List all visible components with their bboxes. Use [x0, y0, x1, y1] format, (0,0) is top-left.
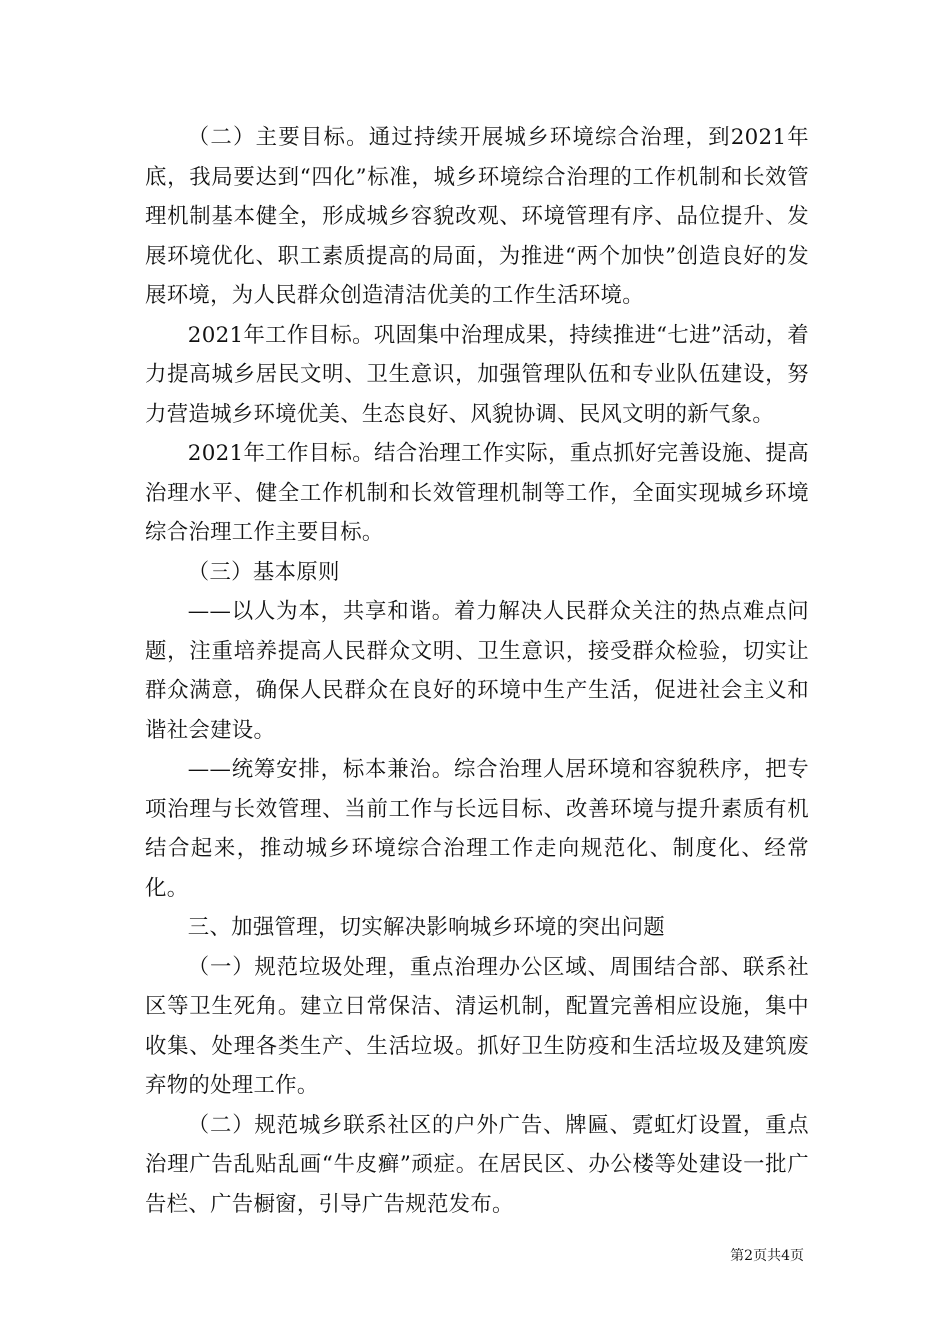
section-heading-strengthen-management: 三、加强管理，切实解决影响城乡环境的突出问题: [187, 915, 665, 940]
document-body: [145, 118, 809, 1224]
paragraph-outdoor-advertising: （二）规范城乡联系社区的户外广告、牌匾、霓虹灯设置，重点治理广告乱贴乱画“牛皮癣”顽症。在居民区、办公楼等处建设一批广告栏、广告橱窗，引导广告规范发布。: [145, 1112, 809, 1217]
paragraph-main-goals: （二）主要目标。通过持续开展城乡环境综合治理，到2021年底，我局要达到“四化”标准，城乡环境综合治理的工作机制和长效管理机制基本健全，形成城乡容貌改观、环境管理有序、品位提升、发展环境优化、职工素质提高的局面，为推进“两个加快”创造良好的发展环境，为人民群众创造清洁优美的工作生活环境。: [145, 125, 809, 308]
paragraph-principle-people-first: ——以人为本，共享和谐。着力解决人民群众关注的热点难点问题，注重培养提高人民群众文明、卫生意识，接受群众检验，切实让群众满意，确保人民群众在良好的环境中生产生活，促进社会主义和谐社会建设。: [145, 599, 809, 743]
paragraph-garbage-handling: （一）规范垃圾处理，重点治理办公区域、周围结合部、联系社区等卫生死角。建立日常保洁、清运机制，配置完善相应设施，集中收集、处理各类生产、生活垃圾。抓好卫生防疫和生活垃圾及建筑废弃物的处理工作。: [145, 954, 809, 1098]
paragraph-goals-2021-b: 2021年工作目标。结合治理工作实际，重点抓好完善设施、提高治理水平、健全工作机制和长效管理机制等工作，全面实现城乡环境综合治理工作主要目标。: [145, 441, 809, 545]
paragraph-principle-coordination: ——统筹安排，标本兼治。综合治理人居环境和容貌秩序，把专项治理与长效管理、当前工作与长远目标、改善环境与提升素质有机结合起来，推动城乡环境综合治理工作走向规范化、制度化、经常化。: [145, 757, 809, 901]
section-heading-basic-principles: （三）基本原则: [187, 559, 340, 585]
paragraph-goals-2021-a: 2021年工作目标。巩固集中治理成果，持续推进“七进”活动，着力提高城乡居民文明、卫生意识，加强管理队伍和专业队伍建设，努力营造城乡环境优美、生态良好、风貌协调、民风文明的新气象。: [145, 322, 809, 427]
page-number: 第2页共4页: [730, 1248, 804, 1264]
